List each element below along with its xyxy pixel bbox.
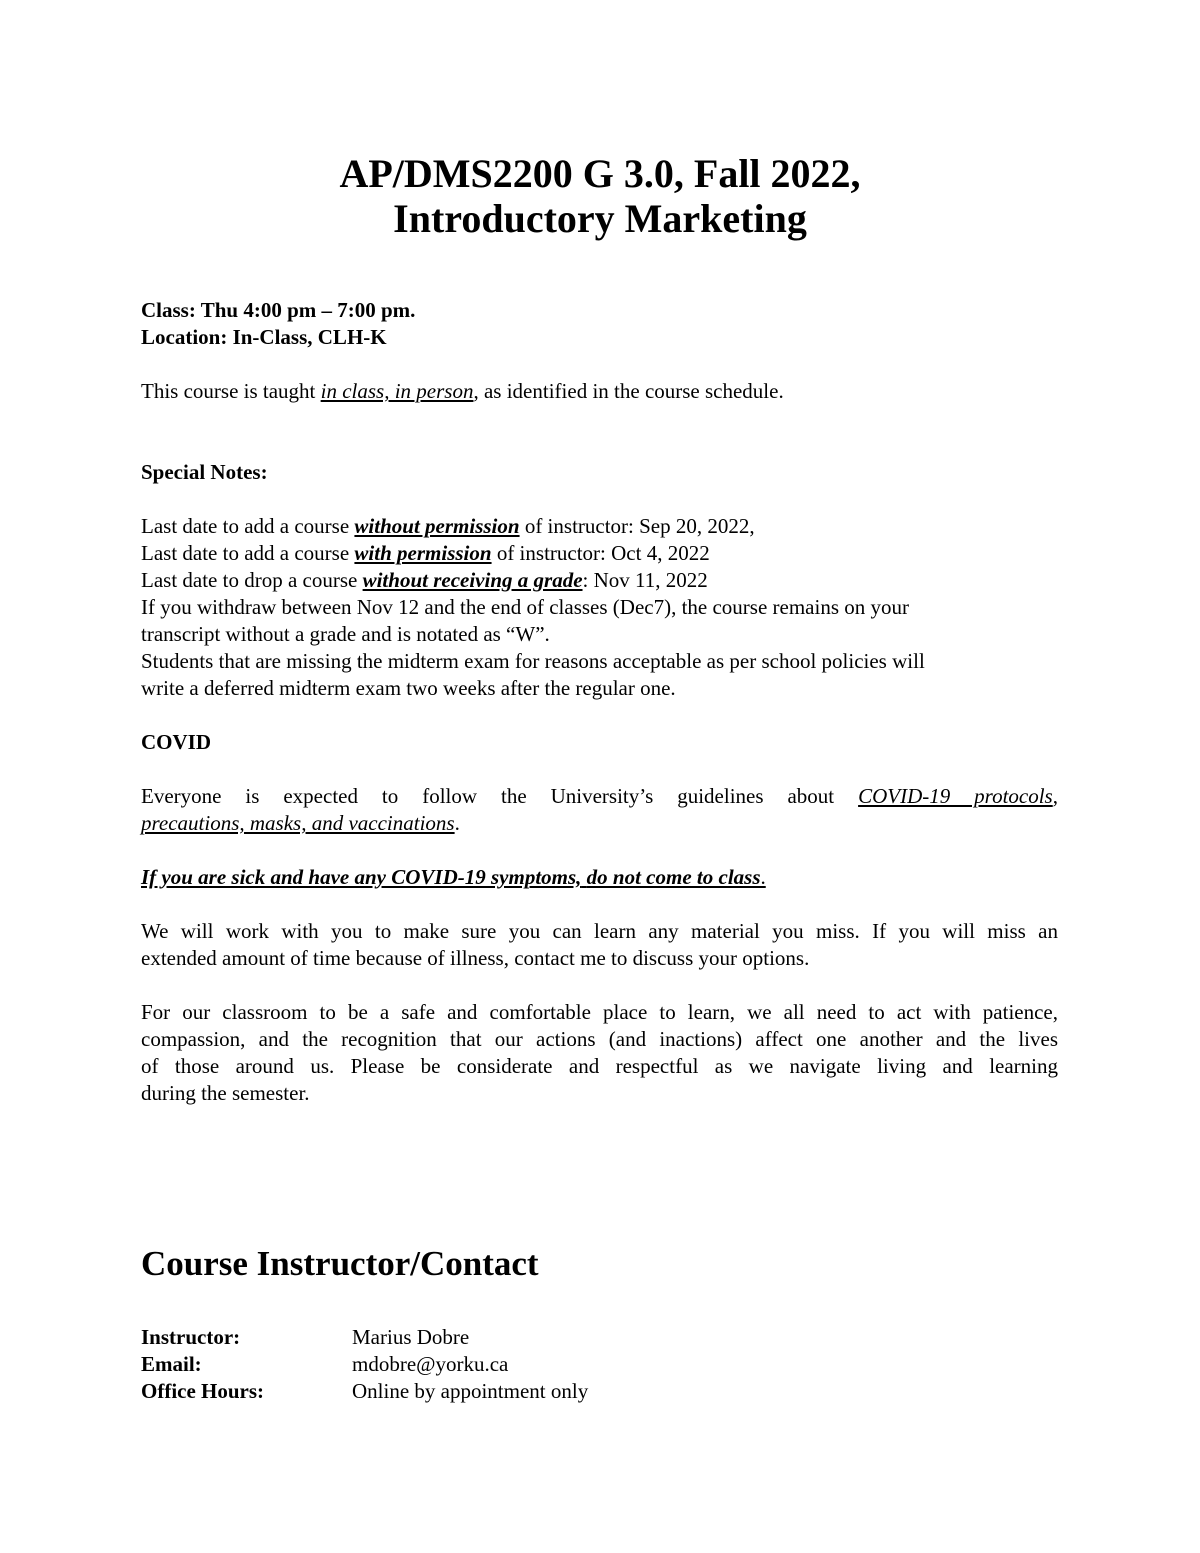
email-value[interactable]: mdobre@yorku.ca — [352, 1352, 509, 1376]
special-notes-heading: Special Notes: — [141, 460, 268, 484]
delivery-text-before: This course is taught — [141, 379, 321, 403]
instructor-value: Marius Dobre — [352, 1325, 470, 1349]
drop-emphasis: without receiving a grade — [362, 568, 583, 592]
delivery-statement — [141, 378, 784, 405]
add-with-after: of instructor: Oct 4, 2022 — [491, 541, 710, 565]
sick-warning — [141, 864, 766, 891]
safe-line1: For our classroom to be a safe and comfortable place to learn, we all need to act with patience, — [141, 1000, 1058, 1024]
midterm-line2: write a deferred midterm exam two weeks after the regular one. — [141, 676, 676, 700]
office-hours-value: Online by appointment only — [352, 1379, 589, 1403]
add-with-before: Last date to add a course — [141, 541, 355, 565]
delivery-emphasis: in class, in person — [320, 379, 474, 403]
work-line2: extended amount of time because of illness, contact me to discuss your options. — [141, 946, 810, 970]
contact-heading: Course Instructor/Contact — [141, 1244, 539, 1283]
guidelines-period: . — [454, 811, 460, 835]
add-without-emphasis: without permission — [354, 514, 520, 538]
email-label: Email: — [141, 1352, 202, 1376]
covid-protocols-link[interactable]: COVID-19 protocols — [858, 784, 1053, 808]
sick-part2: do not come to class — [586, 865, 761, 889]
covid-guidelines-line2 — [141, 810, 460, 837]
withdraw-line2: transcript without a grade and is notated as “W”. — [141, 622, 550, 646]
drop-after: : Nov 11, 2022 — [582, 568, 708, 592]
guidelines-comma: , — [1052, 784, 1058, 808]
drop-before: Last date to drop a course — [141, 568, 363, 592]
safe-line4: during the semester. — [141, 1081, 310, 1105]
add-without-before: Last date to add a course — [141, 514, 355, 538]
add-without-after: of instructor: Sep 20, 2022, — [519, 514, 755, 538]
covid-heading: COVID — [141, 730, 212, 754]
safe-line2: compassion, and the recognition that our actions (and inactions) affect one another and the lives — [141, 1027, 1058, 1051]
work-line1: We will work with you to make sure you can learn any material you miss. If you will miss an — [141, 919, 1058, 943]
sick-period: . — [760, 865, 766, 889]
class-time: Class: Thu 4:00 pm – 7:00 pm. — [141, 298, 416, 322]
course-title-line2: Introductory Marketing — [393, 196, 807, 241]
course-title-line1: AP/DMS2200 G 3.0, Fall 2022, — [339, 151, 861, 196]
add-with-emphasis: with permission — [354, 541, 492, 565]
instructor-label: Instructor: — [141, 1325, 241, 1349]
sick-part1: If you are sick and have any COVID-19 symptoms, — [141, 865, 582, 889]
class-location: Location: In-Class, CLH-K — [141, 325, 387, 349]
add-with-permission — [141, 540, 710, 567]
precautions-link[interactable]: precautions, masks, and vaccinations — [141, 811, 455, 835]
guidelines-before: Everyone is expected to follow the University’s guidelines about — [141, 784, 859, 808]
drop-deadline — [141, 567, 708, 594]
midterm-line1: Students that are missing the midterm exam for reasons acceptable as per school policies will — [141, 649, 925, 673]
office-hours-label: Office Hours: — [141, 1379, 265, 1403]
delivery-text-after: , as identified in the course schedule. — [473, 379, 784, 403]
withdraw-line1: If you withdraw between Nov 12 and the end of classes (Dec7), the course remains on your — [141, 595, 910, 619]
covid-guidelines-line1 — [141, 783, 1058, 810]
add-without-permission — [141, 513, 755, 540]
safe-line3: of those around us. Please be considerate and respectful as we navigate living and learning — [141, 1054, 1058, 1078]
